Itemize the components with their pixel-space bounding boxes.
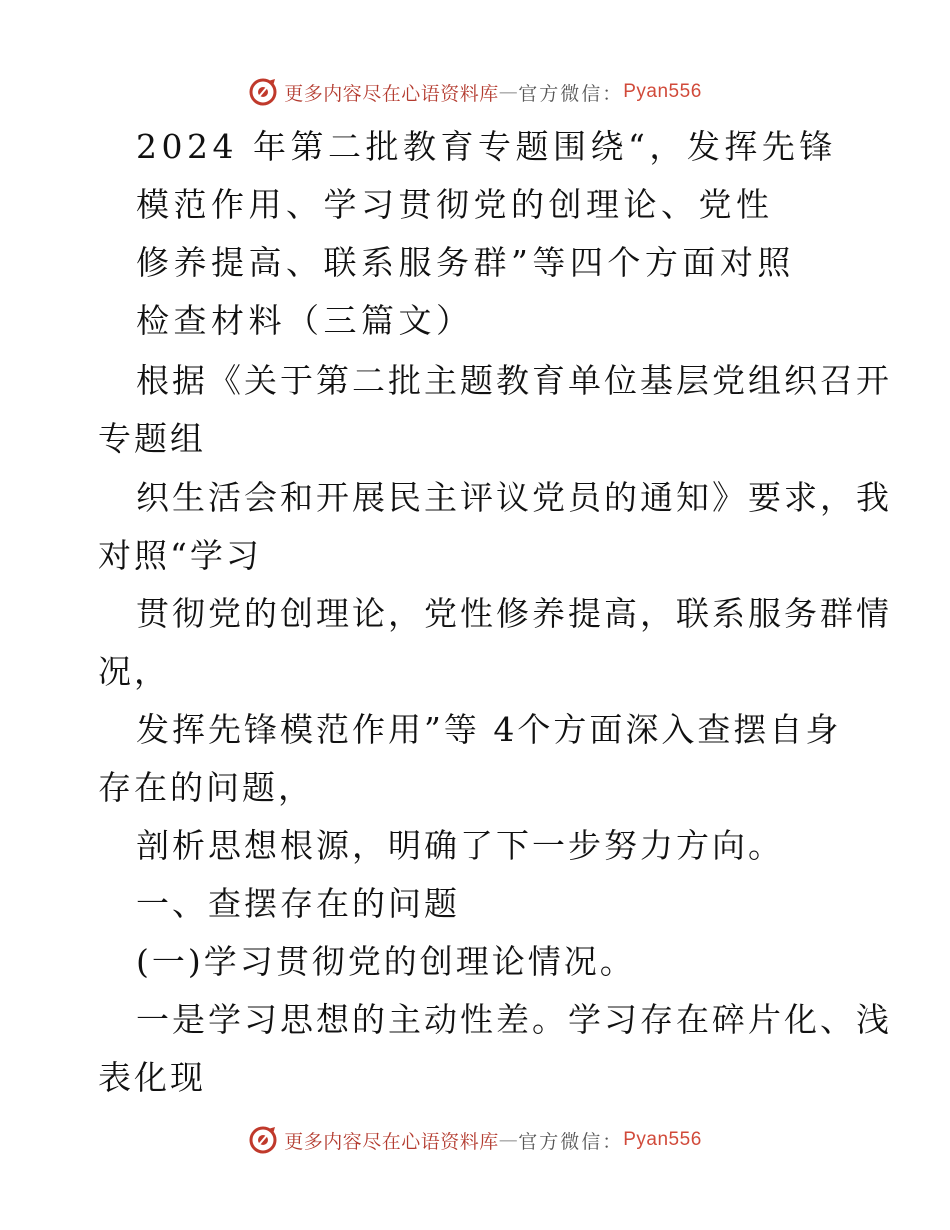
title-line: 修养提高、联系服务群”等四个方面对照 (136, 243, 795, 282)
title-line: 检查材料（三篇文） (136, 301, 474, 340)
body-line: 表化现 (98, 1058, 206, 1097)
watermark-label: 官方微信： (518, 82, 624, 105)
watermark-label: 官方微信： (518, 1130, 624, 1153)
pen-logo-icon (248, 77, 278, 107)
body-line: 专题组 (98, 419, 206, 458)
body-line: 况， (98, 652, 170, 691)
watermark-dash: — (498, 1129, 519, 1151)
body-line: 根据《关于第二批主题教育单位基层党组织召开 (136, 361, 892, 400)
title-line: 模范作用、学习贯彻党的创理论、党性 (136, 185, 774, 224)
watermark-text: 更多内容尽在心语资料库 (284, 82, 499, 105)
subsection-heading: (一)学习贯彻党的创理论情况。 (136, 942, 636, 981)
footer-watermark (0, 1120, 950, 1160)
body-line: 一是学习思想的主动性差。学习存在碎片化、浅 (136, 1000, 892, 1039)
pen-logo-icon (248, 1125, 278, 1155)
body-line: 对照“学习 (98, 536, 262, 575)
watermark-wechat-id: Pyan556 (623, 1129, 702, 1150)
body-line: 织生活会和开展民主评议党员的通知》要求，我 (136, 478, 892, 517)
watermark-dash: — (498, 81, 519, 103)
header-watermark (0, 72, 950, 112)
watermark-wechat-id: Pyan556 (623, 81, 702, 102)
title-line: 2024 年第二批教育专题围绕“，发挥先锋 (136, 127, 837, 166)
section-heading: 一、查摆存在的问题 (136, 884, 460, 923)
watermark-text: 更多内容尽在心语资料库 (284, 1130, 499, 1153)
body-line: 贯彻党的创理论，党性修养提高，联系服务群情 (136, 594, 892, 633)
body-line: 剖析思想根源，明确了下一步努力方向。 (136, 826, 784, 865)
body-line: 发挥先锋模范作用”等 4个方面深入查摆自身 (136, 710, 842, 749)
body-line: 存在的问题， (98, 768, 314, 807)
